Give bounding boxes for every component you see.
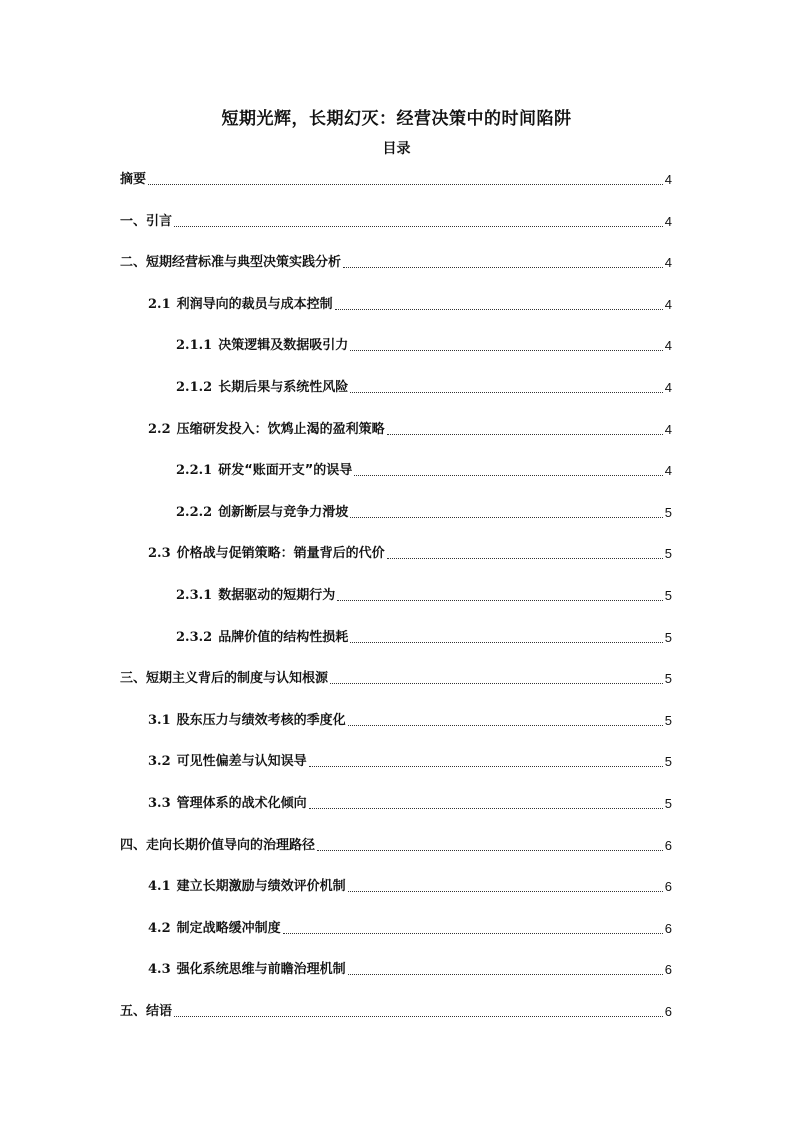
toc-entry-label (176, 503, 348, 523)
toc-entry-label (176, 628, 348, 648)
toc-entry-number: 3.1 (148, 712, 171, 728)
toc-page-number: 6 (664, 920, 672, 936)
toc-entry-number: 2.3.1 (176, 587, 213, 603)
toc-entry-number: 2.1.1 (176, 338, 213, 354)
toc-entry-text: 长期后果与系统性风险 (218, 379, 349, 395)
toc-page-number: 5 (664, 712, 672, 728)
toc-entry-label (148, 877, 346, 897)
toc-entry[interactable] (120, 212, 672, 232)
toc-entry-number: 2.2.1 (176, 463, 213, 479)
toc-entry[interactable] (120, 794, 672, 814)
toc-entry-label (148, 919, 281, 939)
toc-entry-label (148, 295, 333, 315)
toc-entry[interactable] (120, 836, 672, 856)
toc-page-number: 6 (664, 962, 672, 978)
toc-entry-text: 品牌价值的结构性损耗 (218, 629, 349, 645)
toc-entry-label (120, 836, 315, 856)
toc-dot-leader (283, 933, 663, 934)
toc-dot-leader (148, 184, 663, 185)
toc-entry-text: 二、短期经营标准与典型决策实践分析 (120, 255, 342, 271)
toc-entry-label (148, 960, 346, 980)
toc-dot-leader (350, 642, 663, 643)
toc-entry[interactable] (120, 711, 672, 731)
toc-entry[interactable] (120, 919, 672, 939)
toc-entry-text: 五、结语 (120, 1003, 173, 1019)
table-of-contents (120, 170, 672, 1043)
toc-entry-label (120, 212, 172, 232)
toc-entry-number: 4.1 (148, 879, 171, 895)
toc-page-number: 6 (664, 879, 672, 895)
toc-entry-label (148, 752, 307, 772)
toc-entry-number: 2.2 (148, 421, 171, 437)
toc-dot-leader (174, 1016, 663, 1017)
toc-entry-text: 三、短期主义背后的制度与认知根源 (120, 671, 329, 687)
toc-entry[interactable] (120, 544, 672, 564)
toc-entry-label (148, 544, 385, 564)
toc-entry-number: 3.3 (148, 795, 171, 811)
toc-entry-label (120, 170, 146, 190)
toc-dot-leader (330, 683, 663, 684)
toc-entry-number: 2.3.2 (176, 629, 213, 645)
toc-entry-number: 2.1.2 (176, 379, 213, 395)
toc-dot-leader (350, 392, 663, 393)
toc-entry[interactable] (120, 877, 672, 897)
toc-entry-text: 制定战略缓冲制度 (176, 920, 281, 936)
toc-entry[interactable] (120, 628, 672, 648)
toc-entry-number: 2.2.2 (176, 504, 213, 520)
toc-dot-leader (337, 600, 663, 601)
toc-entry-number: 3.2 (148, 754, 171, 770)
toc-page-number: 4 (664, 296, 672, 312)
toc-page-number: 5 (664, 504, 672, 520)
toc-page-number: 4 (664, 338, 672, 354)
toc-entry-text: 压缩研发投入：饮鸩止渴的盈利策略 (176, 421, 385, 437)
toc-page-number: 5 (664, 546, 672, 562)
document-title: 短期光辉，长期幻灭：经营决策中的时间陷阱 (221, 109, 572, 129)
toc-page-number: 4 (664, 172, 672, 187)
toc-entry-text: 决策逻辑及数据吸引力 (218, 338, 349, 354)
toc-dot-leader (387, 434, 663, 435)
toc-entry[interactable] (120, 1002, 672, 1022)
toc-page-number: 4 (664, 255, 672, 271)
toc-entry[interactable] (120, 669, 672, 689)
toc-entry-text: 一、引言 (120, 213, 173, 229)
toc-entry-text: 建立长期激励与绩效评价机制 (176, 879, 346, 895)
toc-entry[interactable] (120, 960, 672, 980)
toc-entry[interactable] (120, 420, 672, 440)
toc-dot-leader (174, 226, 663, 227)
toc-entry[interactable] (120, 752, 672, 772)
toc-dot-leader (350, 517, 663, 518)
toc-entry-label (120, 669, 328, 689)
toc-entry-label (120, 253, 341, 273)
toc-dot-leader (354, 475, 662, 476)
toc-entry[interactable] (120, 378, 672, 398)
toc-entry-text: 价格战与促销策略：销量背后的代价 (176, 546, 385, 562)
toc-dot-leader (387, 558, 663, 559)
toc-entry[interactable] (120, 503, 672, 523)
toc-dot-leader (348, 725, 663, 726)
toc-entry[interactable] (120, 170, 672, 190)
toc-entry[interactable] (120, 295, 672, 315)
toc-page-number: 5 (664, 795, 672, 811)
toc-entry-text: 可见性偏差与认知误导 (176, 754, 307, 770)
toc-page-number: 6 (664, 1003, 672, 1019)
toc-page-number: 4 (664, 379, 672, 395)
toc-entry-label (176, 586, 335, 606)
toc-entry[interactable] (120, 253, 672, 273)
toc-entry-text: 利润导向的裁员与成本控制 (176, 296, 333, 312)
toc-entry-label (148, 794, 307, 814)
toc-dot-leader (317, 850, 663, 851)
toc-entry-number: 2.1 (148, 296, 171, 312)
toc-dot-leader (348, 974, 663, 975)
toc-entry[interactable] (120, 461, 672, 481)
toc-entry-text: 创新断层与竞争力滑坡 (218, 504, 349, 520)
toc-entry-label (176, 336, 348, 356)
toc-entry-text: 管理体系的战术化倾向 (176, 795, 307, 811)
toc-page-number: 4 (664, 421, 672, 437)
toc-entry-text: 股东压力与绩效考核的季度化 (176, 712, 346, 728)
toc-page-number: 4 (664, 463, 672, 479)
toc-dot-leader (309, 766, 663, 767)
toc-entry-text: 摘要 (120, 172, 147, 187)
toc-entry-label (120, 1002, 172, 1022)
toc-page-number: 5 (664, 629, 672, 645)
toc-dot-leader (350, 350, 663, 351)
toc-entry-number: 2.3 (148, 546, 171, 562)
toc-page-number: 5 (664, 754, 672, 770)
toc-page-number: 6 (664, 837, 672, 853)
toc-entry-label (148, 711, 346, 731)
toc-entry-number: 4.3 (148, 962, 171, 978)
toc-dot-leader (309, 808, 663, 809)
toc-dot-leader (348, 891, 663, 892)
toc-entry[interactable] (120, 336, 672, 356)
toc-entry-number: 4.2 (148, 920, 171, 936)
toc-dot-leader (343, 267, 663, 268)
toc-entry-text: 四、走向长期价值导向的治理路径 (120, 837, 316, 853)
toc-dot-leader (335, 309, 663, 310)
toc-entry-label (176, 461, 352, 481)
toc-heading: 目录 (382, 141, 411, 157)
toc-entry-text: 数据驱动的短期行为 (218, 587, 336, 603)
toc-entry-text: 强化系统思维与前瞻治理机制 (176, 962, 346, 978)
toc-page-number: 5 (664, 587, 672, 603)
toc-page-number: 5 (664, 671, 672, 687)
toc-entry[interactable] (120, 586, 672, 606)
toc-entry-text: 研发“账面开支”的误导 (218, 463, 353, 479)
toc-page-number: 4 (664, 213, 672, 229)
toc-entry-label (148, 420, 385, 440)
toc-entry-label (176, 378, 348, 398)
